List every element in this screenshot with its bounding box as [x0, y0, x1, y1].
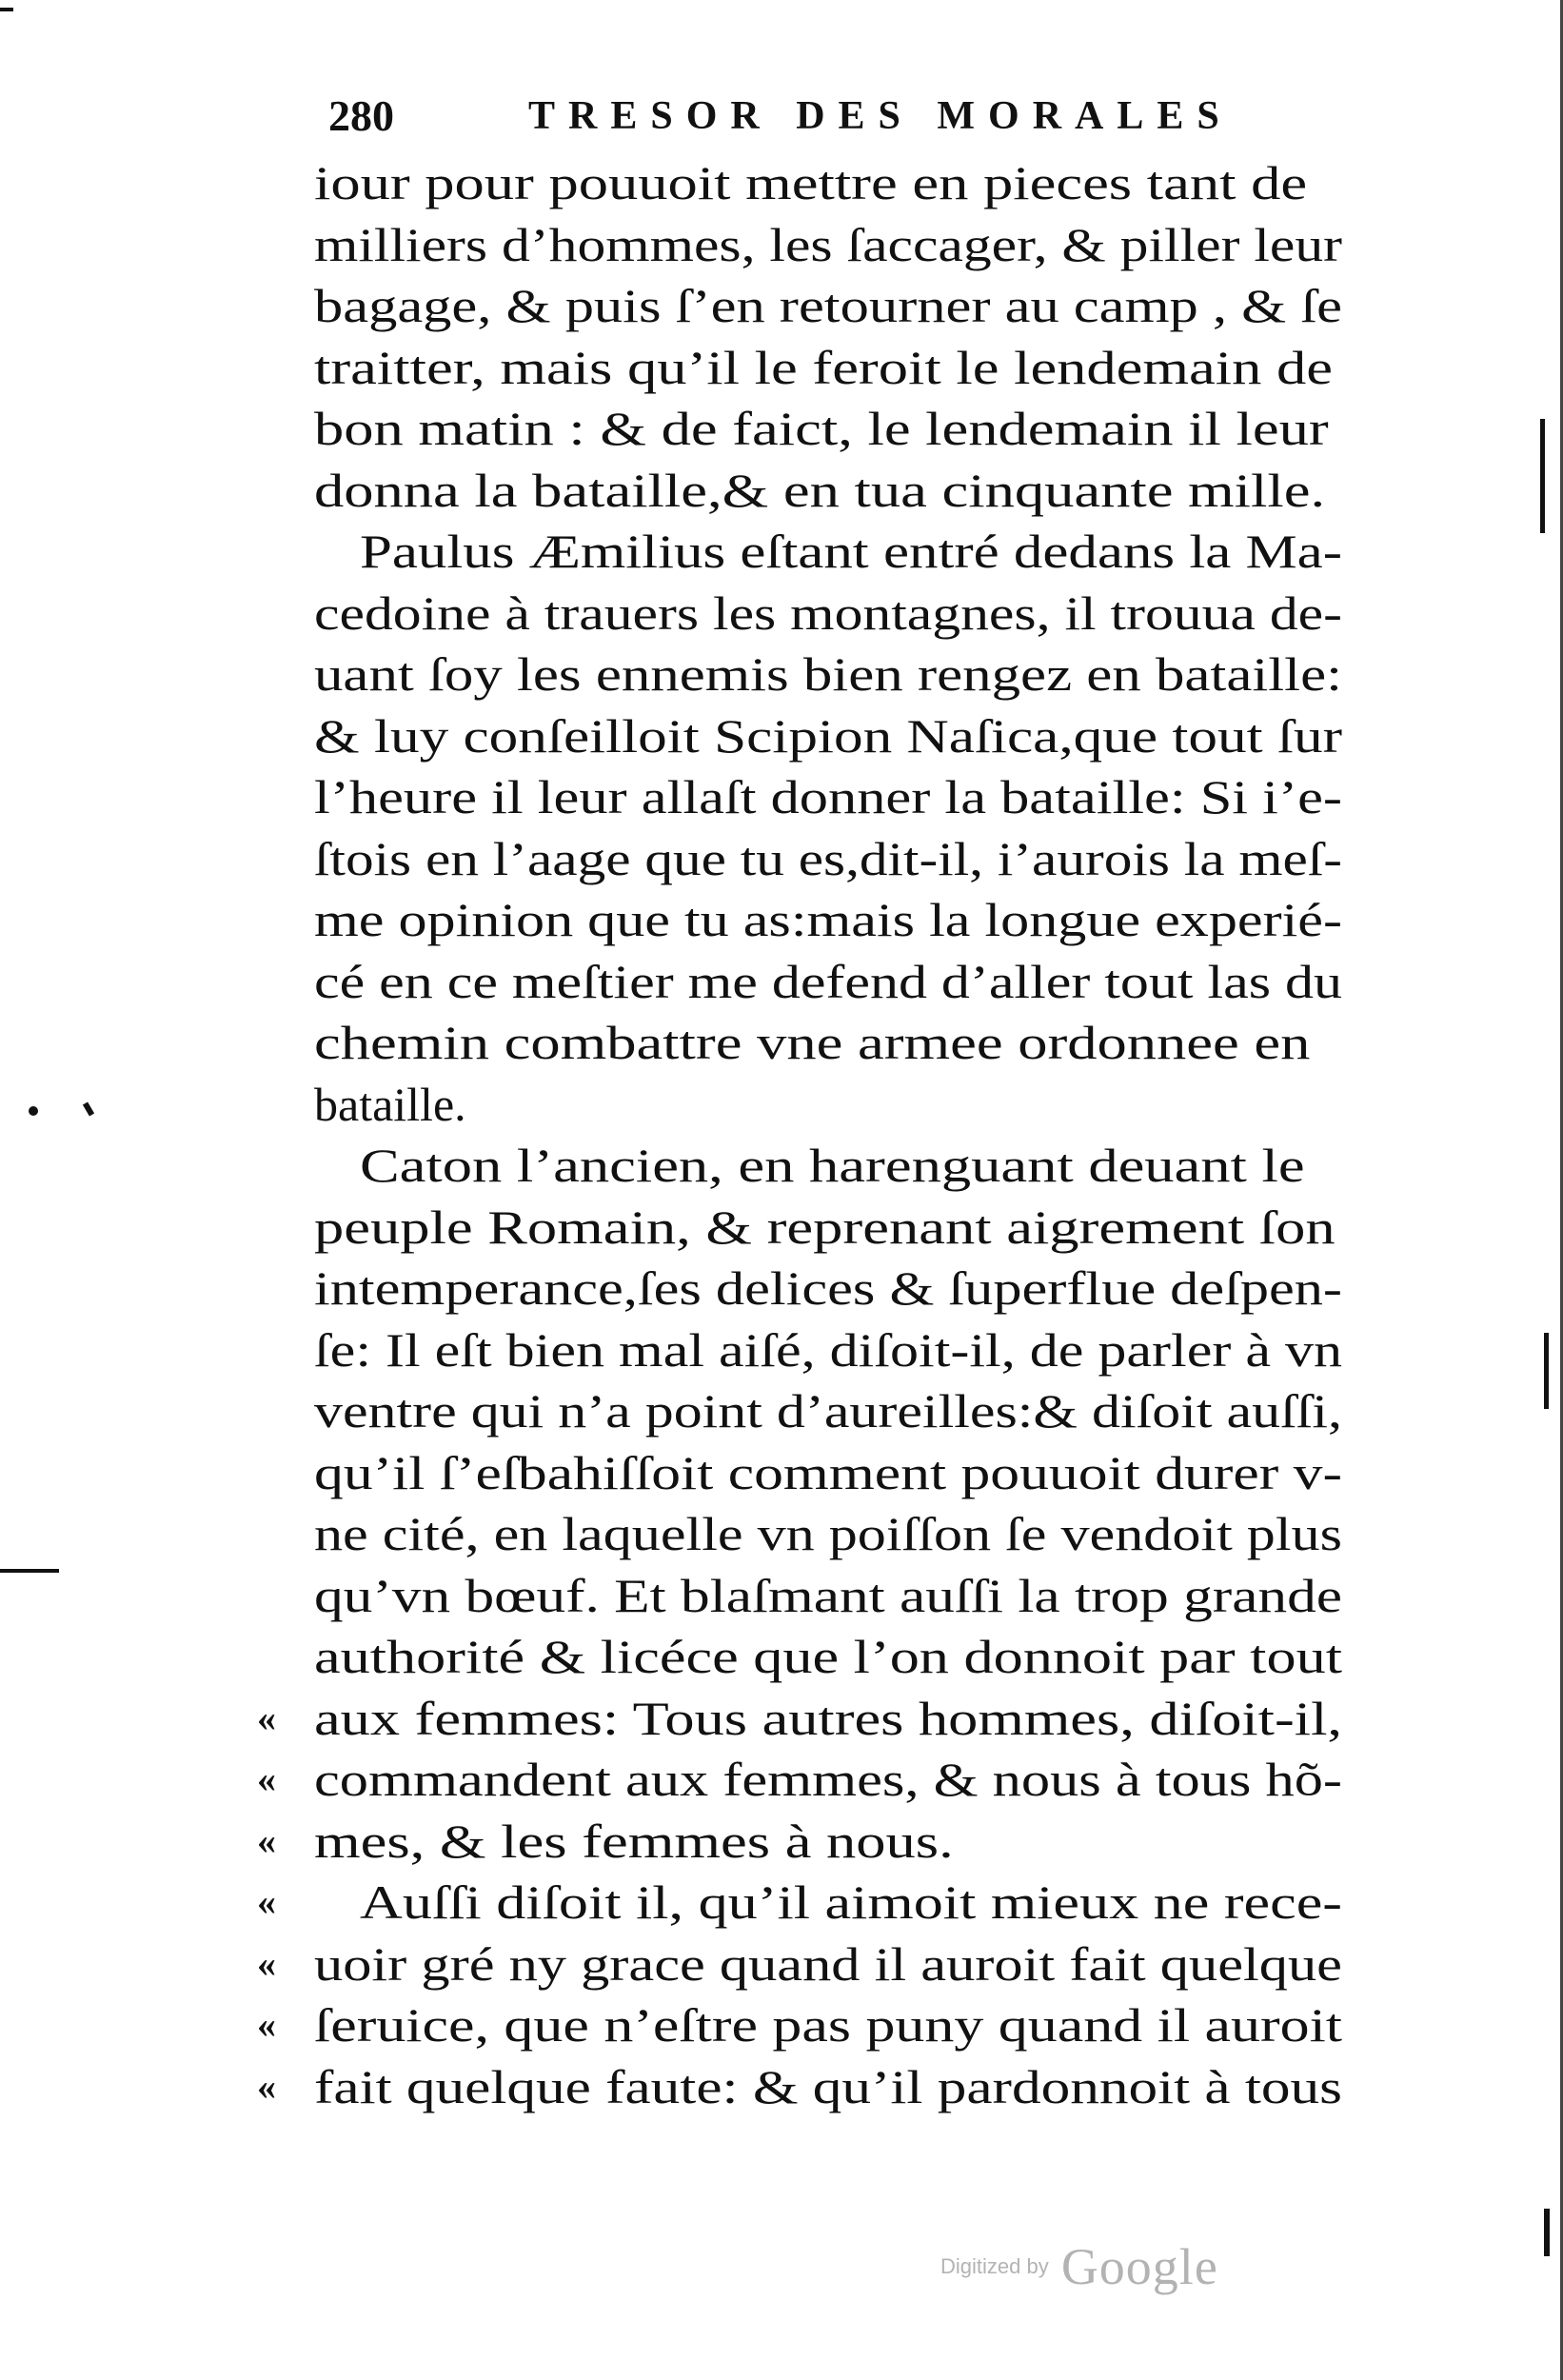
scan-mark-corner [0, 8, 13, 11]
gnomic-mark: « [257, 1696, 276, 1739]
text-line [257, 1994, 1342, 2056]
text-line [257, 1811, 1342, 1873]
gnomic-mark: « [257, 1941, 276, 1985]
scan-mark-tick [83, 1101, 94, 1116]
text-line [314, 1012, 1342, 1074]
text-line [314, 521, 1342, 583]
text-line [314, 1135, 1342, 1197]
text-line-content: bataille. [314, 1077, 466, 1131]
text-line-content: Paulus Æmilius eſtant entré dedans la Ma- [360, 525, 1342, 578]
text-line-content: qu’vn bœuf. Et blaſmant auſſi la trop grande [314, 1568, 1342, 1622]
text-line [314, 705, 1342, 767]
text-line-content: mes, & les femmes à nous. [314, 1814, 954, 1868]
text-line-content: bagage, & puis ſ’en retourner au camp , & ſe [314, 279, 1342, 332]
text-line-content: peuple Romain, & reprenant aigrement ſon [314, 1200, 1335, 1254]
gnomic-mark: « [257, 1818, 276, 1862]
text-line-content: me opinion que tu as:mais la longue experié- [314, 893, 1342, 946]
text-line [314, 1380, 1342, 1442]
text-line-content: ne cité, en laquelle vn poiſſon ſe vendoit plus [314, 1507, 1342, 1560]
text-line-content: Caton l’ancien, en harenguant deuant le [360, 1139, 1305, 1192]
margin-tick [1544, 1333, 1549, 1409]
scan-mark-dash [0, 1569, 59, 1573]
text-line [257, 2056, 1342, 2118]
running-title: TRESOR DES MORALES [528, 94, 1233, 138]
digitization-watermark [940, 2237, 1218, 2294]
text-line-content: & luy conſeilloit Scipion Naſica,que tout ſur [314, 708, 1342, 763]
gnomic-mark: « [257, 1757, 276, 1800]
text-line-content: milliers d’hommes, les ſaccager, & piller leur [314, 217, 1342, 271]
text-line-content: qu’il ſ’eſbahiſſoit comment pouuoit durer v- [314, 1445, 1342, 1499]
text-line [314, 152, 1342, 214]
running-header [328, 88, 1337, 145]
text-line [314, 337, 1342, 399]
text-line-content: cedoine à trauers les montagnes, il trouua de- [314, 585, 1342, 640]
body-text [257, 152, 1342, 2117]
watermark-label: Digitized by [940, 2254, 1049, 2278]
text-line-content: bon matin : & de faict, le lendemain il leur [314, 402, 1329, 455]
text-line [314, 828, 1342, 890]
text-line [314, 766, 1342, 828]
gnomic-mark: « [257, 1880, 276, 1923]
margin-tick [1540, 419, 1545, 533]
text-line-content: ſe: Il eſt bien mal aiſé, diſoit-il, de parler à vn [314, 1322, 1342, 1377]
text-line [314, 1503, 1342, 1565]
text-line-content: commandent aux femmes, & nous à tous hõ- [314, 1753, 1342, 1806]
text-line [314, 951, 1342, 1013]
text-line-content: l’heure il leur allaſt donner la bataille: Si i’e- [314, 770, 1342, 823]
text-line [314, 275, 1342, 337]
text-line-content: uoir gré ny grace quand il auroit fait quelque [314, 1936, 1342, 1991]
text-line-content: traitter, mais qu’il le feroit le lendemain de [314, 340, 1334, 394]
scan-mark-dot [29, 1106, 38, 1116]
text-line-content: chemin combattre vne armee ordonnee en [314, 1016, 1311, 1069]
text-line [257, 1872, 1342, 1934]
text-line [314, 1442, 1342, 1504]
text-line-content: uant ſoy les ennemis bien rengez en bataille: [314, 647, 1342, 701]
text-line-content: authorité & licéce que l’on donnoit par tout [314, 1630, 1342, 1683]
text-line-content: aux femmes: Tous autres hommes, diſoit-il, [314, 1691, 1342, 1745]
text-line-content: ſeruice, que n’eſtre pas puny quand il auroit [314, 1998, 1342, 2052]
text-line [257, 1688, 1342, 1750]
text-line [314, 1074, 1342, 1136]
text-line [314, 460, 1342, 522]
text-line-content: Auſſi diſoit il, qu’il aimoit mieux ne rece- [360, 1875, 1342, 1929]
text-line-content: ventre qui n’a point d’aureilles:& diſoit auſſi, [314, 1384, 1342, 1438]
text-line [314, 214, 1342, 276]
text-line [314, 398, 1342, 460]
gnomic-mark: « [257, 2064, 276, 2108]
text-line-content: fait quelque faute: & qu’il pardonnoit à tous [314, 2059, 1342, 2113]
text-line [257, 1749, 1342, 1811]
text-line [314, 1319, 1342, 1381]
text-line-content: cé en ce meſtier me defend d’aller tout las du [314, 954, 1342, 1008]
text-line [314, 583, 1342, 645]
google-logo: Google [1060, 2238, 1218, 2295]
text-line-content: donna la bataille,& en tua cinquante mille. [314, 463, 1326, 517]
text-line-content: intemperance,ſes delices & ſuperflue deſpen- [314, 1261, 1342, 1315]
text-line [314, 889, 1342, 951]
gnomic-mark: « [257, 2003, 276, 2046]
text-line [314, 1626, 1342, 1688]
page-number: 280 [328, 91, 394, 140]
text-line [314, 644, 1342, 705]
text-line [257, 1934, 1342, 1995]
margin-tick [1544, 2209, 1550, 2256]
text-line [314, 1258, 1342, 1319]
text-line [314, 1197, 1342, 1259]
text-line-content: ſtois en l’aage que tu es,dit-il, i’aurois la meſ- [314, 831, 1342, 885]
text-line [314, 1565, 1342, 1627]
text-line-content: iour pour pouuoit mettre en pieces tant de [314, 156, 1308, 209]
